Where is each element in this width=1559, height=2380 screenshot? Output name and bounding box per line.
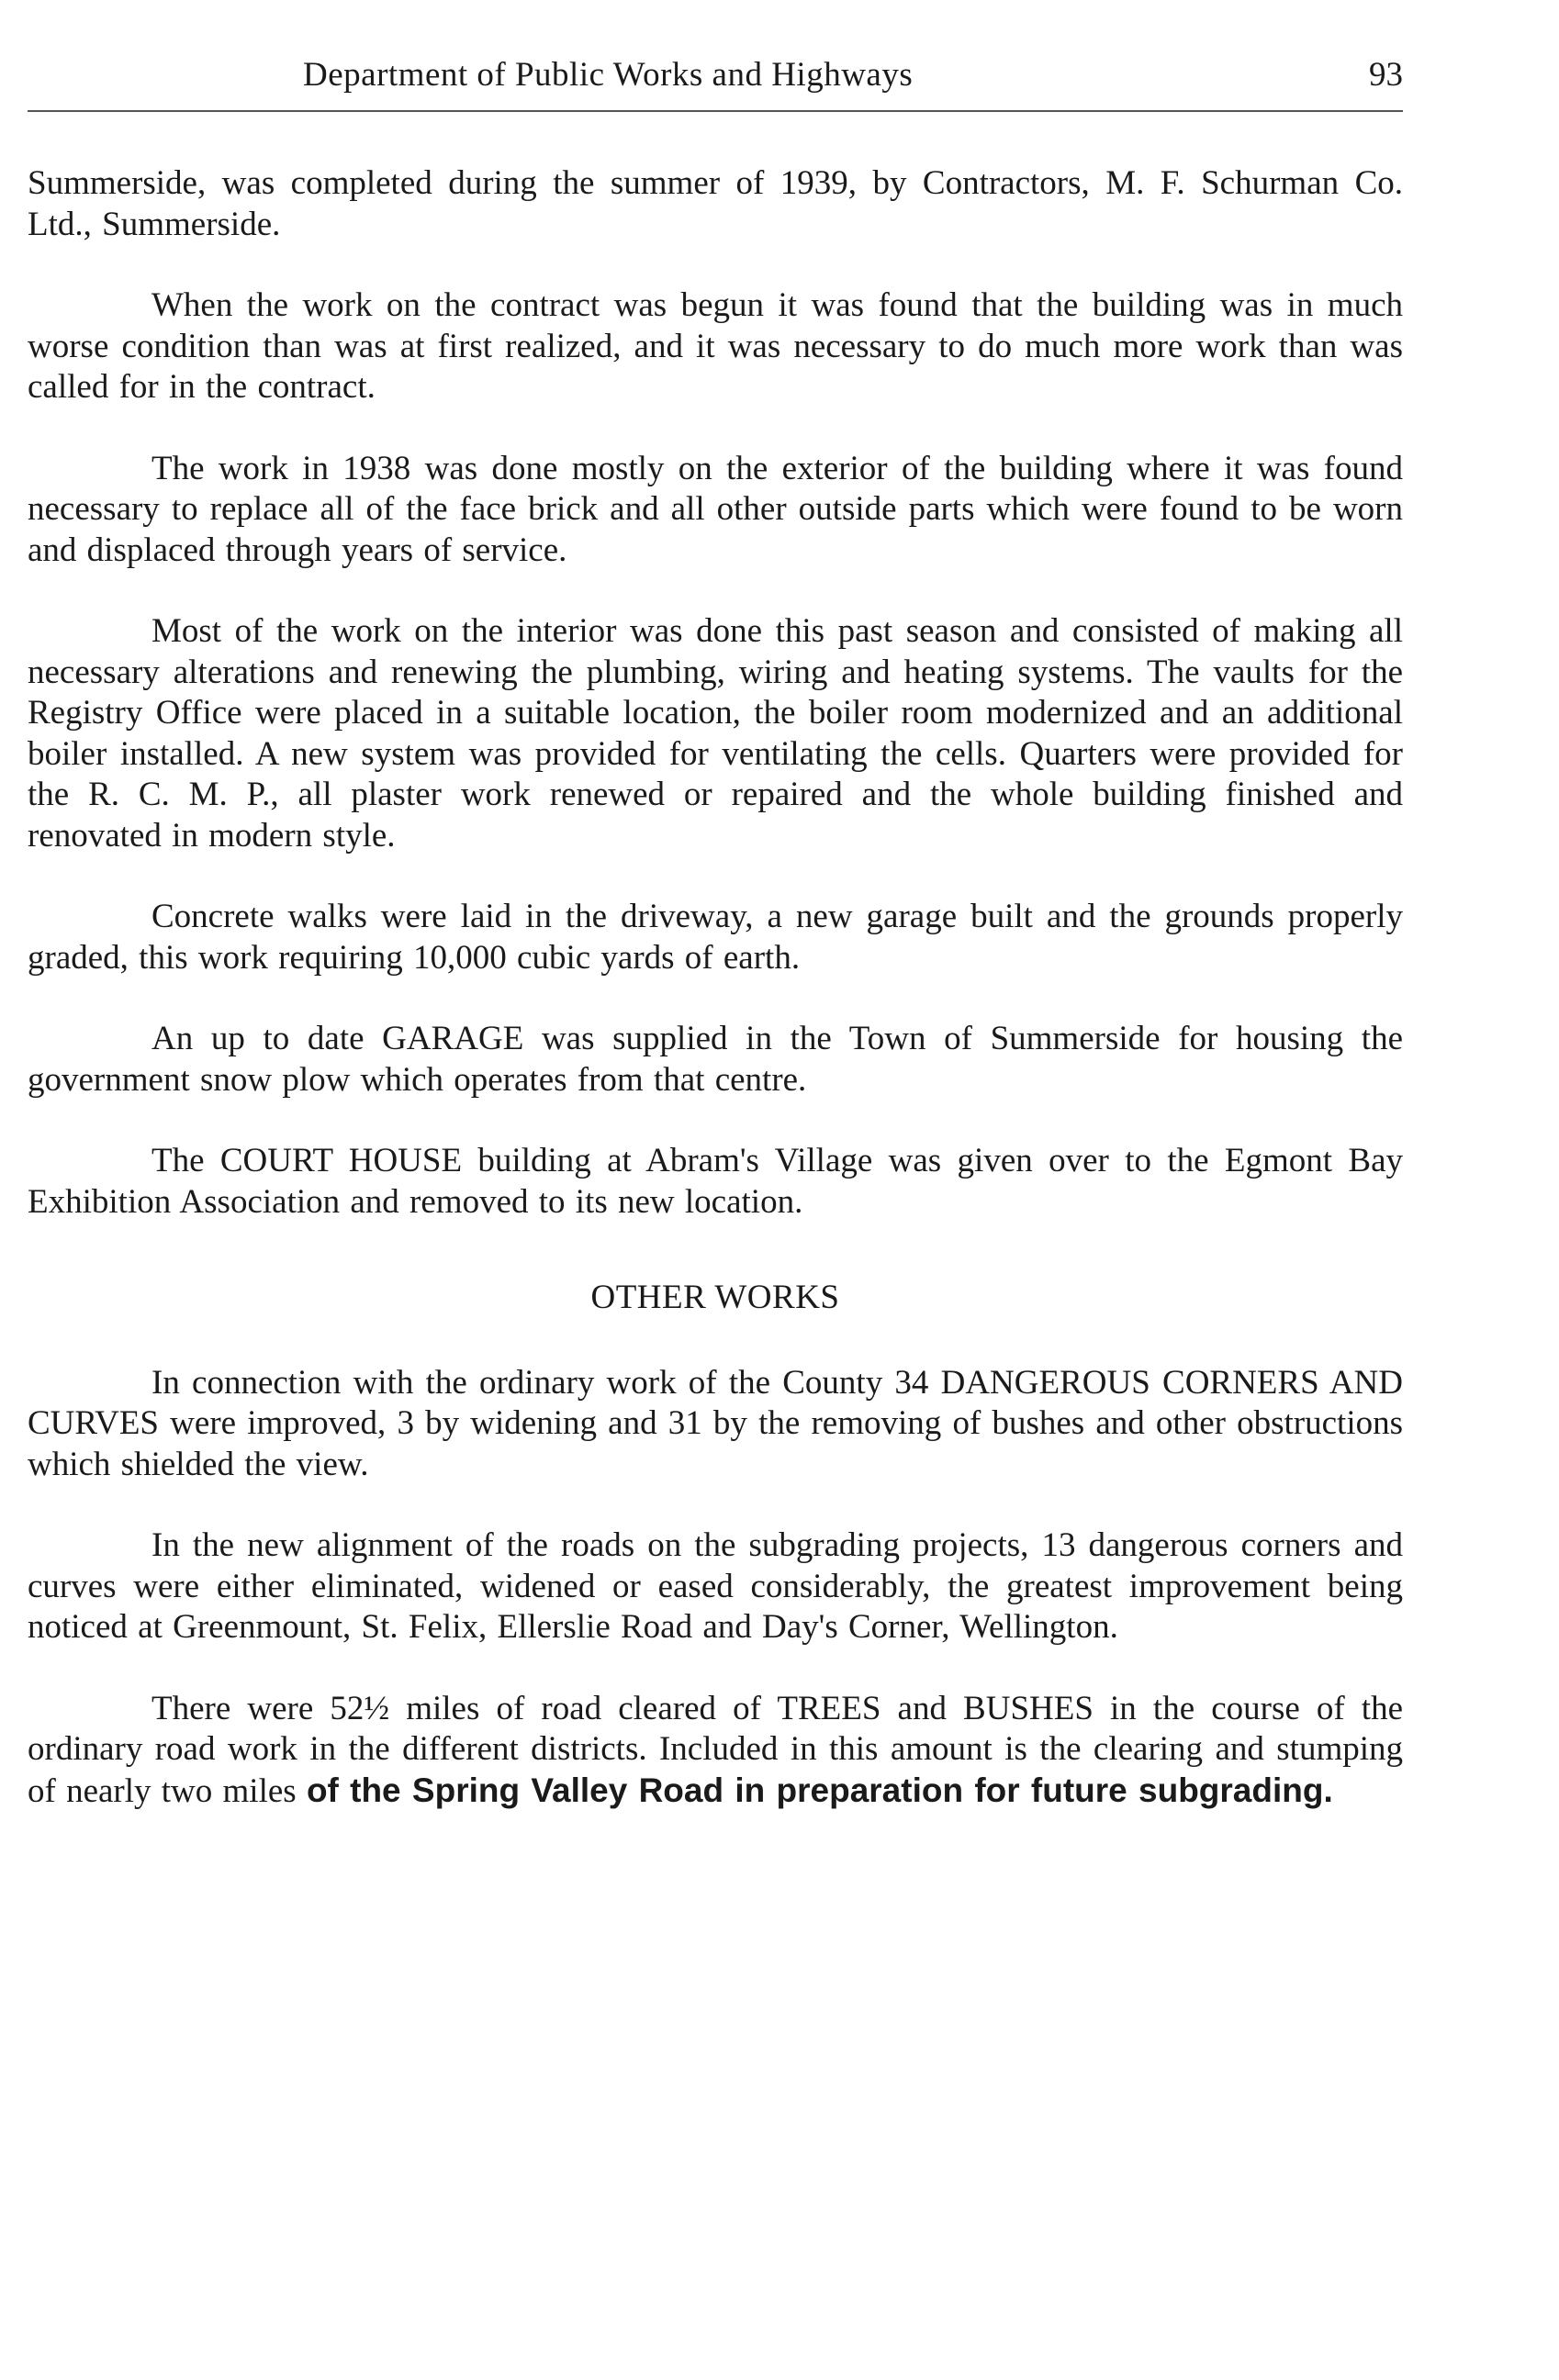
- header-title: Department of Public Works and Highways: [303, 56, 914, 94]
- paragraph: An up to date GARAGE was supplied in the Town of Summerside for housing the government snow plow which operates from that centre.: [28, 1020, 1403, 1099]
- page-number: 93: [1369, 56, 1403, 94]
- paragraph: The work in 1938 was done mostly on the exterior of the building where it was found necessary to replace all of the face brick and all other outside parts which were found to be worn and displaced through years of service.: [28, 449, 1403, 569]
- paragraph: Most of the work on the interior was done this past season and consisted of making all necessary alterations and renewing the plumbing, wiring and heating systems. The vaults for the Registry Office were placed in a suitable location, the boiler room modernized and an additional boiler installed. A new system was provided for ventilating the cells. Quarters were provided for the R. C. M. P., all plaster work renewed or repaired and the whole building finished and renovated in modern style.: [28, 612, 1403, 855]
- running-header: [28, 55, 1403, 112]
- final-paragraph-bold-tail: of the Spring Valley Road in preparation for future subgrading.: [306, 1771, 1333, 1809]
- document-page: [28, 55, 1403, 1852]
- section-heading: OTHER WORKS: [590, 1279, 840, 1316]
- paragraph: In connection with the ordinary work of the County 34 DANGEROUS CORNERS AND CURVES were improved, 3 by widening and 31 by the removing of bushes and other obstructions which shielded the view.: [28, 1363, 1403, 1483]
- final-paragraph: [28, 1689, 1403, 1813]
- paragraph: Summerside, was completed during the summer of 1939, by Contractors, M. F. Schurman Co. Ltd., Summerside.: [28, 164, 1403, 243]
- paragraph: When the work on the contract was begun it was found that the building was in much worse condition than was at first realized, and it was necessary to do much more work than was called for in the contract.: [28, 286, 1403, 406]
- paragraph: The COURT HOUSE building at Abram's Village was given over to the Egmont Bay Exhibition Association and removed to its new location.: [28, 1142, 1403, 1221]
- paragraph: Concrete walks were laid in the driveway, a new garage built and the grounds properly graded, this work requiring 10,000 cubic yards of earth.: [28, 898, 1403, 977]
- paragraph: In the new alignment of the roads on the subgrading projects, 13 dangerous corners and curves were either eliminated, widened or eased considerably, the greatest improvement being noticed at Greenmount, St. Felix, Ellerslie Road and Day's Corner, Wellington.: [28, 1526, 1403, 1646]
- final-paragraph-text: There were 52½ miles of road cleared of TREES and BUSHES in the course of the ordinary road work in the different districts. Included in this amount is the clearing and stumping of nearly two miles: [28, 1689, 1403, 1810]
